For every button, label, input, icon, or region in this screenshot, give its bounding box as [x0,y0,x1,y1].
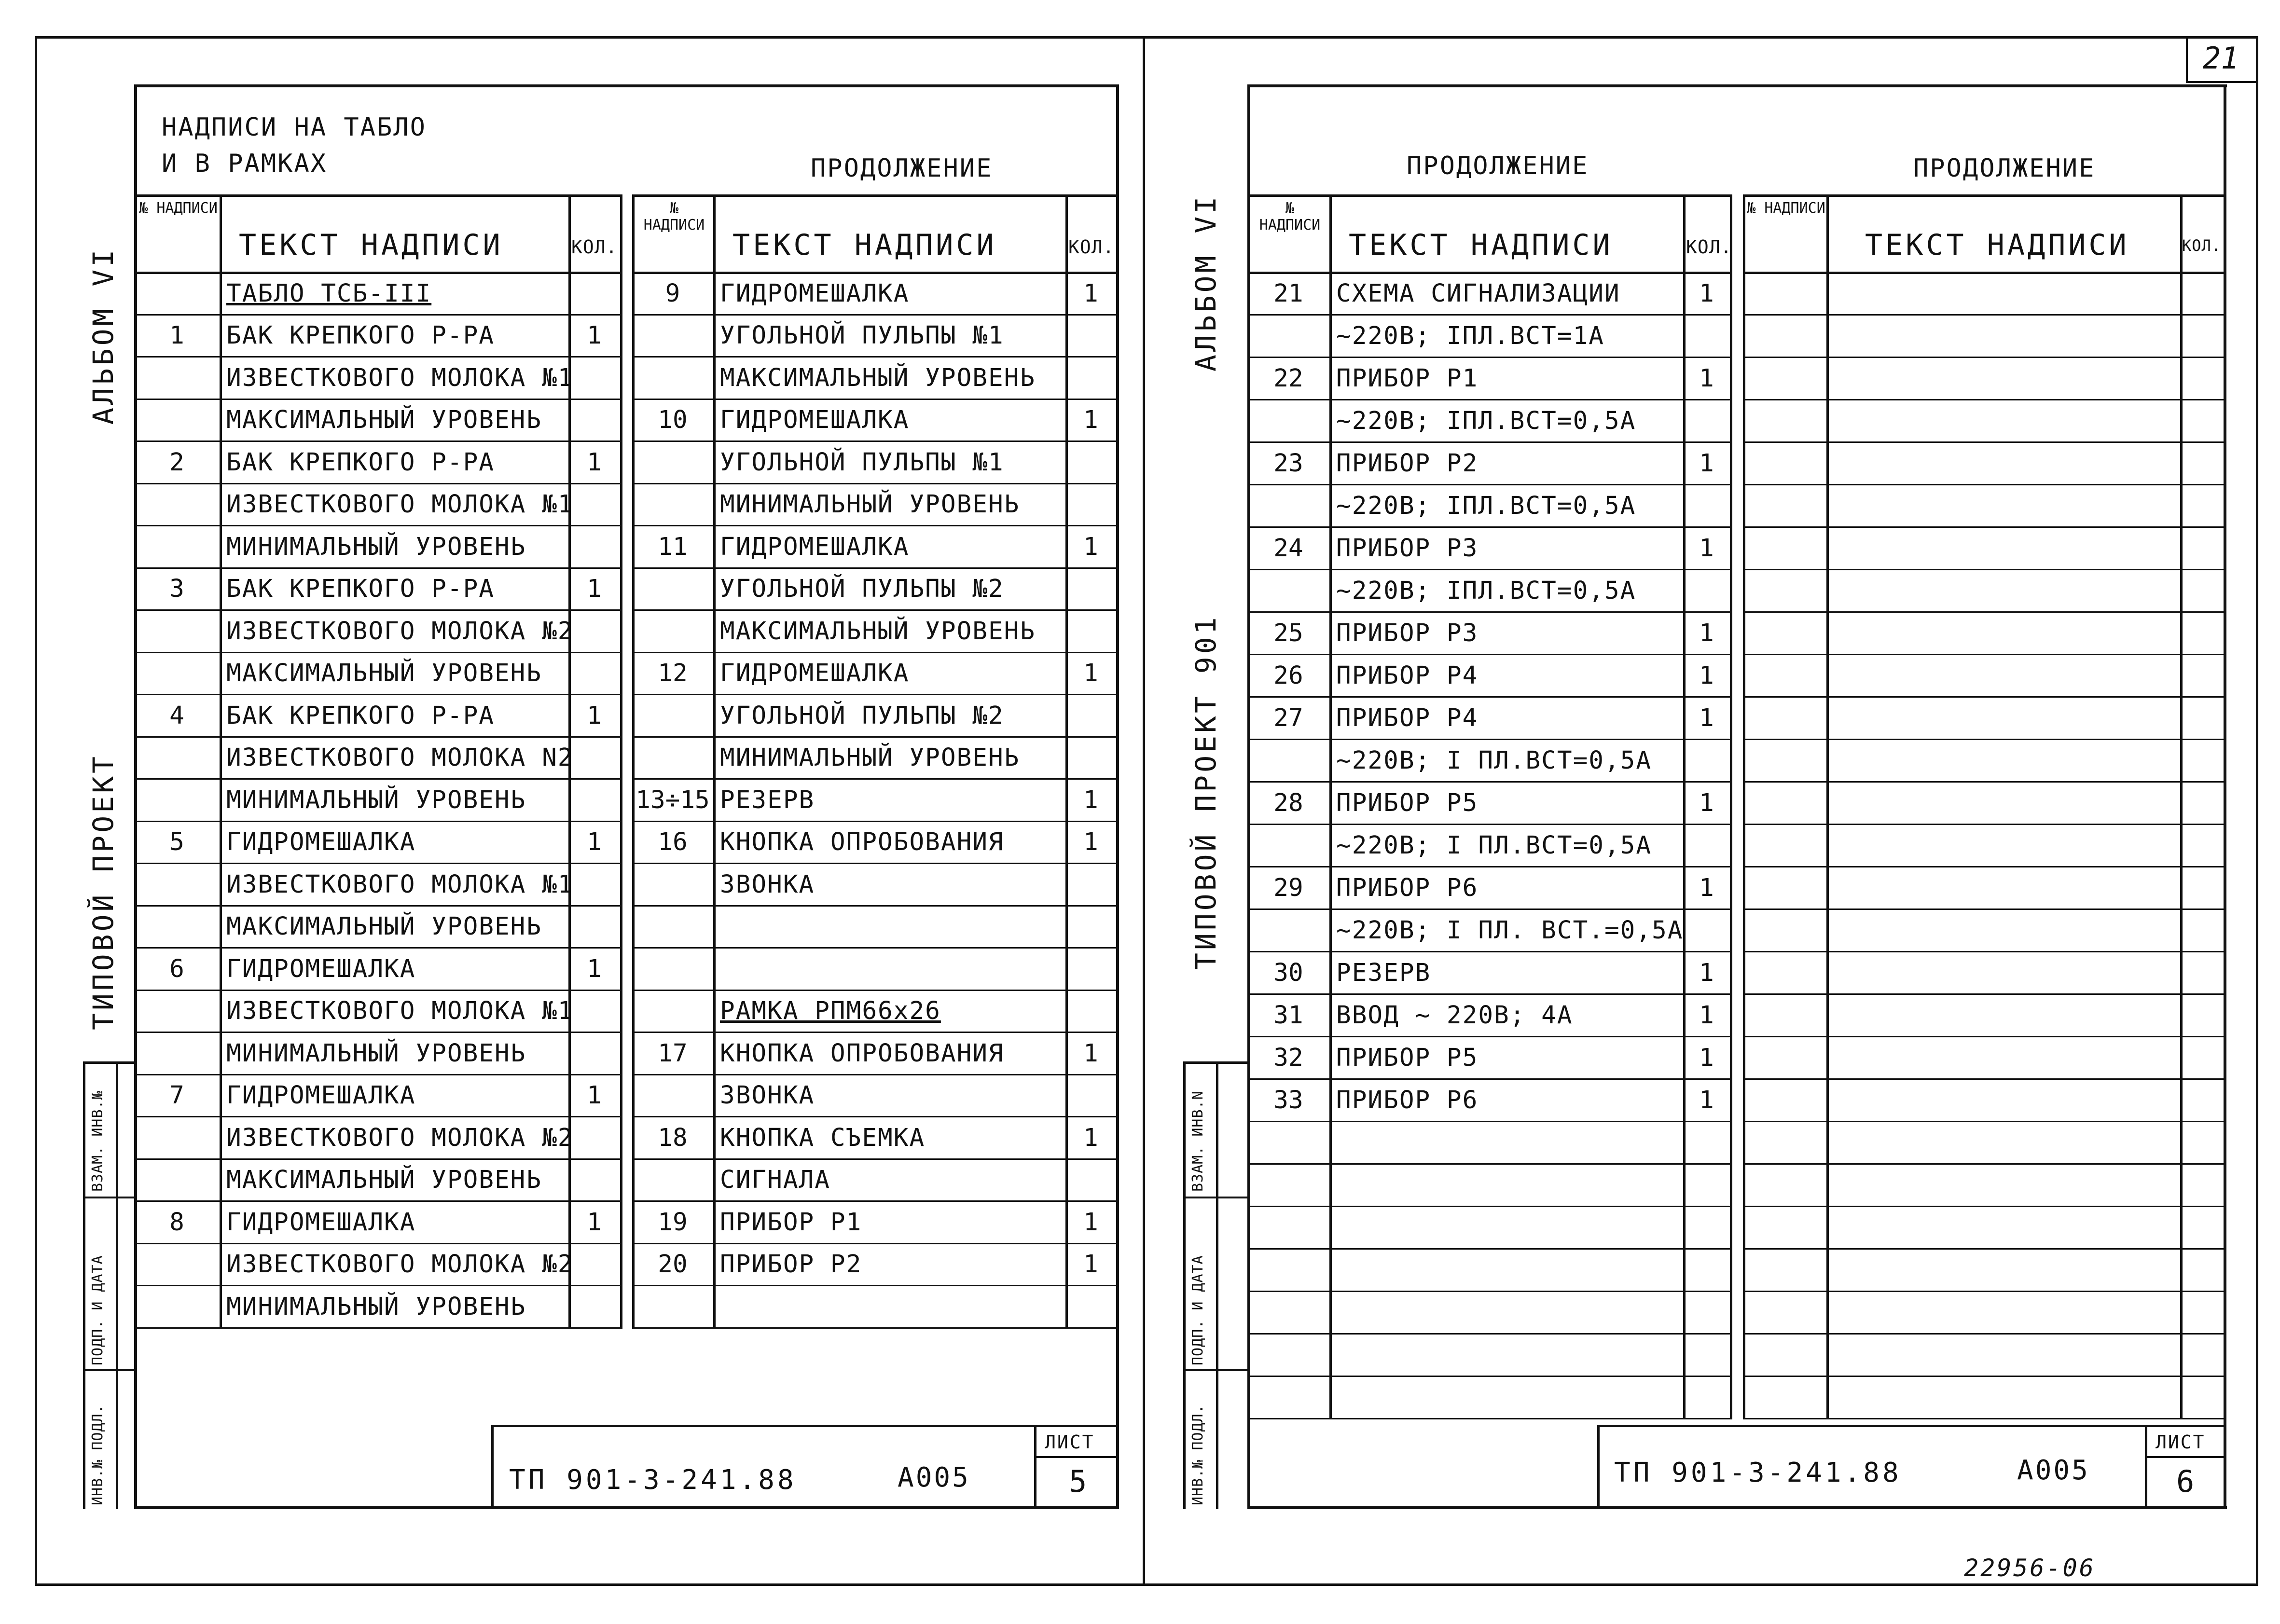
row-quantity: 1 [587,575,602,604]
row-text: СИГНАЛА [720,1166,830,1195]
row-text: ИЗВЕСТКОВОГО МОЛОКА №1 [226,363,574,392]
row-quantity: 1 [1083,1039,1098,1068]
row-quantity: 1 [1699,449,1714,478]
table-header-top [1247,194,1732,197]
row-quantity: 1 [1699,1044,1714,1072]
row-number: 17 [658,1039,688,1068]
row-text: ГИДРОМЕШАЛКА [720,406,910,435]
table-row-line [1743,399,2226,400]
table-row [1247,739,1730,781]
row-text: РЕЗЕРВ [1336,959,1431,987]
row-number: 10 [658,406,688,435]
row-quantity: 1 [587,448,602,477]
table-row [1247,484,1730,526]
left-stamp-inv-podl: ИНВ.№ ПОДЛ. [89,1404,106,1505]
table-vline-1 [1826,194,1829,1418]
row-number: 5 [169,828,184,857]
row-quantity: 1 [1699,534,1714,563]
table-row [1247,696,1730,739]
table-vline-2 [2180,194,2183,1418]
row-text: БАК КРЕПКОГО Р-РА [226,321,495,350]
row-text: БАК КРЕПКОГО Р-РА [226,701,495,730]
row-text: РЕЗЕРВ [720,785,815,814]
row-text: ПРИБОР Р4 [1336,704,1479,732]
row-number: 9 [665,279,680,308]
row-text: МАКСИМАЛЬНЫЙ УРОВЕНЬ [226,1166,542,1195]
table-row [1247,781,1730,824]
row-number: 2 [169,448,184,477]
table-row [1247,399,1730,441]
row-text: МАКСИМАЛЬНЫЙ УРОВЕНЬ [226,406,542,435]
row-quantity: 1 [1699,789,1714,817]
table-row-line [1743,484,2226,485]
row-text: МИНИМАЛЬНЫЙ УРОВЕНЬ [720,490,1020,519]
row-number: 12 [658,659,688,688]
row-quantity: 1 [1699,661,1714,690]
row-text: МАКСИМАЛЬНЫЙ УРОВЕНЬ [226,912,542,941]
row-text: ИЗВЕСТКОВОГО МОЛОКА №2 [226,1123,574,1152]
table-row [1247,993,1730,1036]
row-text: ~220В; IПЛ.ВСТ=0,5А [1336,407,1636,435]
row-quantity: 1 [1083,1123,1098,1152]
left-continuation-label: ПРОДОЛЖЕНИЕ [811,154,993,183]
table-row [1247,1376,1730,1418]
table-header-top [1743,194,2226,197]
row-text: МИНИМАЛЬНЫЙ УРОВЕНЬ [226,1039,526,1068]
row-text: МИНИМАЛЬНЫЙ УРОВЕНЬ [226,1292,526,1321]
row-text: ПРИБОР Р6 [1336,1086,1479,1115]
table-row [1247,441,1730,484]
column-header-text: ТЕКСТ НАДПИСИ [239,228,503,262]
row-text: МИНИМАЛЬНЫЙ УРОВЕНЬ [226,532,526,561]
table-vline-0 [1743,194,1745,1418]
row-text: ПРИБОР Р4 [1336,661,1479,690]
left-title-doc: А005 [898,1462,970,1493]
table-row [1247,1121,1730,1163]
row-number: 29 [1273,874,1303,902]
left-side-project: ТИПОВОЙ ПРОЕКТ [87,754,120,1030]
table-row-line [1743,993,2226,995]
right-continuation-label-1: ПРОДОЛЖЕНИЕ [1407,151,1589,180]
row-quantity: 1 [587,701,602,730]
table-vline-3 [1730,194,1732,1418]
row-text: ГИДРОМЕШАЛКА [226,1081,416,1110]
row-text: МИНИМАЛЬНЫЙ УРОВЕНЬ [226,785,526,814]
row-text: ПРИБОР Р3 [1336,534,1479,563]
right-stamp-div-2 [1183,1369,1250,1371]
row-text: ИЗВЕСТКОВОГО МОЛОКА №1 [226,870,574,899]
right-stamp-left-line [1183,1061,1186,1509]
table-row-line [1743,441,2226,443]
row-number: 28 [1273,789,1303,817]
table-row-line [1743,1036,2226,1037]
row-number: 11 [658,532,688,561]
row-quantity: 1 [1699,874,1714,902]
table-row-line [1743,824,2226,825]
row-quantity: 1 [1699,364,1714,393]
right-sheet-label: ЛИСТ [2156,1431,2206,1453]
row-text: ~220В; I ПЛ.ВСТ=0,5А [1336,746,1652,775]
row-number: 16 [658,828,688,857]
row-text: ПРИБОР Р5 [1336,789,1479,817]
table-row-line [1743,1206,2226,1207]
table-row [1247,357,1730,399]
column-header-number: № НАДПИСИ [1747,200,1825,217]
right-side-album: АЛЬБОМ VI [1189,193,1222,372]
row-text: ИЗВЕСТКОВОГО МОЛОКА №1 [226,490,574,519]
table-row-line [1743,781,2226,783]
table-row-line [1743,654,2226,655]
row-number: 3 [169,575,184,604]
right-sheet-frame-bottom [1247,1506,2227,1509]
right-title-block-left [1597,1425,1600,1508]
table-row-line [1743,739,2226,740]
archive-number: 22956-06 [1964,1554,2096,1582]
row-text: УГОЛЬНОЙ ПУЛЬПЫ №1 [720,448,1004,477]
table-row-line [1743,951,2226,952]
row-quantity: 1 [587,954,602,983]
table-row-line [1743,696,2226,698]
left-title-code: ТП 901-3-241.88 [509,1464,797,1496]
row-text: МАКСИМАЛЬНЫЙ УРОВЕНЬ [720,363,1036,392]
row-text: СХЕМА СИГНАЛИЗАЦИИ [1336,279,1620,308]
left-sheet-label: ЛИСТ [1045,1431,1095,1453]
row-quantity: 1 [587,1208,602,1237]
table-row [1247,272,1730,314]
left-header-line-1: НАДПИСИ НА ТАБЛО [162,113,427,142]
table-row [1247,314,1730,357]
right-continuation-label-2: ПРОДОЛЖЕНИЕ [1913,154,2096,183]
table-row-line [1743,357,2226,358]
table-row-line [1743,1418,2226,1419]
table-row [1247,654,1730,696]
row-quantity: 1 [587,321,602,350]
row-text: ПРИБОР Р6 [1336,874,1479,902]
row-text: ПРИБОР Р2 [1336,449,1479,478]
row-quantity: 1 [1083,1208,1098,1237]
row-quantity: 1 [1083,279,1098,308]
row-number: 18 [658,1123,688,1152]
row-text: УГОЛЬНОЙ ПУЛЬПЫ №1 [720,321,1004,350]
table-row-line [1743,908,2226,910]
table-row [1247,951,1730,993]
row-number: 13÷15 [636,785,710,814]
row-number: 23 [1273,449,1303,478]
table-row-line [1743,611,2226,613]
page-number: 21 [2203,41,2239,76]
row-number: 20 [658,1250,688,1279]
row-number: 24 [1273,534,1303,563]
left-stamp-vzam-inv: ВЗАМ. ИНВ.№ [89,1090,106,1192]
row-number: 1 [169,321,184,350]
row-quantity: 1 [1699,1086,1714,1115]
table-row-line [1743,866,2226,867]
row-text: ВВОД ~ 220В; 4А [1336,1001,1573,1030]
right-sheet-number: 6 [2176,1464,2195,1499]
column-header-text: ТЕКСТ НАДПИСИ [1865,228,2129,262]
row-quantity: 1 [1083,659,1098,688]
row-text: БАК КРЕПКОГО Р-РА [226,575,495,604]
table-row-line [1743,1163,2226,1165]
right-side-project: ТИПОВОЙ ПРОЕКТ 901 [1189,614,1222,970]
row-number: 22 [1273,364,1303,393]
table-row-line [1743,314,2226,316]
table-row-line [1743,1078,2226,1080]
right-title-block-sheet-label-line [2145,1456,2226,1458]
table-vline-3 [2224,194,2226,1418]
right-title-doc: А005 [2017,1455,2090,1486]
row-quantity: 1 [1083,785,1098,814]
right-title-block-sheet-divider [2145,1425,2147,1508]
row-quantity: 1 [1699,279,1714,308]
table-row [1247,1036,1730,1078]
row-text: ~220В; I ПЛ. ВСТ.=0,5А [1336,916,1684,945]
row-number: 19 [658,1208,688,1237]
row-quantity: 1 [1083,828,1098,857]
row-text: ИЗВЕСТКОВОГО МОЛОКА №1 [226,997,574,1026]
table-row [1247,1333,1730,1376]
table-row [1247,1163,1730,1206]
row-text: ИЗВЕСТКОВОГО МОЛОКА №2 [226,1250,574,1279]
table-row [1247,908,1730,951]
column-header-qty: КОЛ. [2182,236,2222,255]
row-number: 32 [1273,1044,1303,1072]
right-stamp-inv-podl: ИНВ.№ ПОДЛ. [1189,1404,1206,1505]
column-header-text: ТЕКСТ НАДПИСИ [1349,228,1613,262]
table-row-line [1743,1376,2226,1377]
left-sheet-number: 5 [1069,1464,1087,1499]
row-text: ЗВОНКА [720,1081,815,1110]
row-text: ИЗВЕСТКОВОГО МОЛОКА N2 [226,743,574,772]
column-header-number: № НАДПИСИ [1259,200,1321,234]
right-stamp-top-line [1183,1061,1250,1064]
table-row [1247,866,1730,908]
row-quantity: 1 [1083,406,1098,435]
table-row [1247,824,1730,866]
table-row [1247,1206,1730,1248]
row-text: ГИДРОМЕШАЛКА [226,1208,416,1237]
right-stamp-podp-data: ПОДП. И ДАТА [1189,1255,1206,1365]
row-quantity: 1 [1083,1250,1098,1279]
row-quantity: 1 [1083,532,1098,561]
row-text: МАКСИМАЛЬНЫЙ УРОВЕНЬ [720,617,1036,646]
table-row [1247,526,1730,569]
row-text: ГИДРОМЕШАЛКА [226,954,416,983]
row-number: 4 [169,701,184,730]
table-row-line [1247,1418,1732,1419]
column-header-text: ТЕКСТ НАДПИСИ [732,228,997,262]
row-text: ~220В; IПЛ.ВСТ=1А [1336,322,1604,350]
row-quantity: 1 [587,828,602,857]
row-text: ПРИБОР Р1 [720,1208,862,1237]
right-stamp-right-line [1216,1061,1218,1509]
row-text: ГИДРОМЕШАЛКА [720,532,910,561]
row-number: 31 [1273,1001,1303,1030]
row-text: ПРИБОР Р5 [1336,1044,1479,1072]
row-text: ЗВОНКА [720,870,815,899]
column-header-number: № НАДПИСИ [643,200,705,234]
row-text: ~220В; IПЛ.ВСТ=0,5А [1336,492,1636,520]
table-row [1247,1078,1730,1121]
right-stamp-vzam-inv: ВЗАМ. ИНВ.N [1189,1090,1206,1192]
left-stamp-podp-data: ПОДП. И ДАТА [89,1255,106,1365]
row-number: 26 [1273,661,1303,690]
row-quantity: 1 [1699,959,1714,987]
row-number: 6 [169,954,184,983]
table-row-line [1743,526,2226,528]
left-side-album: АЛЬБОМ VI [87,247,120,425]
row-text: РАМКА РПМ66х26 [720,997,941,1026]
row-text: ТАБЛО ТСБ-III [226,279,432,308]
row-text: МИНИМАЛЬНЫЙ УРОВЕНЬ [720,743,1020,772]
table-row [1247,569,1730,611]
right-sheet-frame-top [1247,84,2227,87]
table-row-line [1743,1333,2226,1335]
row-text: УГОЛЬНОЙ ПУЛЬПЫ №2 [720,701,1004,730]
row-text: БАК КРЕПКОГО Р-РА [226,448,495,477]
row-text: МАКСИМАЛЬНЫЙ УРОВЕНЬ [226,659,542,688]
row-number: 7 [169,1081,184,1110]
table-row [1247,1291,1730,1333]
right-title-block-top [1597,1425,2226,1427]
column-header-number: № НАДПИСИ [139,200,218,217]
row-quantity: 1 [1699,1001,1714,1030]
left-header-line-2: И В РАМКАХ [162,149,328,178]
column-header-qty: КОЛ. [571,236,618,258]
table-row [1247,1248,1730,1291]
row-text: ГИДРОМЕШАЛКА [720,659,910,688]
row-text: КНОПКА СЪЕМКА [720,1123,926,1152]
column-header-qty: КОЛ. [1068,236,1115,258]
row-text: КНОПКА ОПРОБОВАНИЯ [720,828,1004,857]
right-stamp-div-1 [1183,1197,1250,1198]
row-number: 30 [1273,959,1303,987]
table-row-line [1743,1291,2226,1292]
table-row-line [1743,569,2226,570]
table-row-line [1743,1121,2226,1122]
row-number: 25 [1273,619,1303,647]
row-number: 27 [1273,704,1303,732]
row-quantity: 1 [587,1081,602,1110]
row-text: ГИДРОМЕШАЛКА [226,828,416,857]
row-text: ГИДРОМЕШАЛКА [720,279,910,308]
row-number: 33 [1273,1086,1303,1115]
row-text: ИЗВЕСТКОВОГО МОЛОКА №2 [226,617,574,646]
column-header-qty: КОЛ. [1686,236,1732,258]
table-header-bottom [1743,272,2226,274]
row-number: 8 [169,1208,184,1237]
row-text: ~220В; IПЛ.ВСТ=0,5А [1336,577,1636,605]
row-text: ПРИБОР Р1 [1336,364,1479,393]
row-quantity: 1 [1699,704,1714,732]
row-number: 21 [1273,279,1303,308]
table-row [1247,611,1730,654]
row-text: ~220В; I ПЛ.ВСТ=0,5А [1336,831,1652,860]
right-title-code: ТП 901-3-241.88 [1614,1457,1902,1488]
row-text: УГОЛЬНОЙ ПУЛЬПЫ №2 [720,575,1004,604]
row-text: ПРИБОР Р2 [720,1250,862,1279]
row-quantity: 1 [1699,619,1714,647]
row-text: КНОПКА ОПРОБОВАНИЯ [720,1039,1004,1068]
table-row-line [1743,1248,2226,1250]
row-text: ПРИБОР Р3 [1336,619,1479,647]
